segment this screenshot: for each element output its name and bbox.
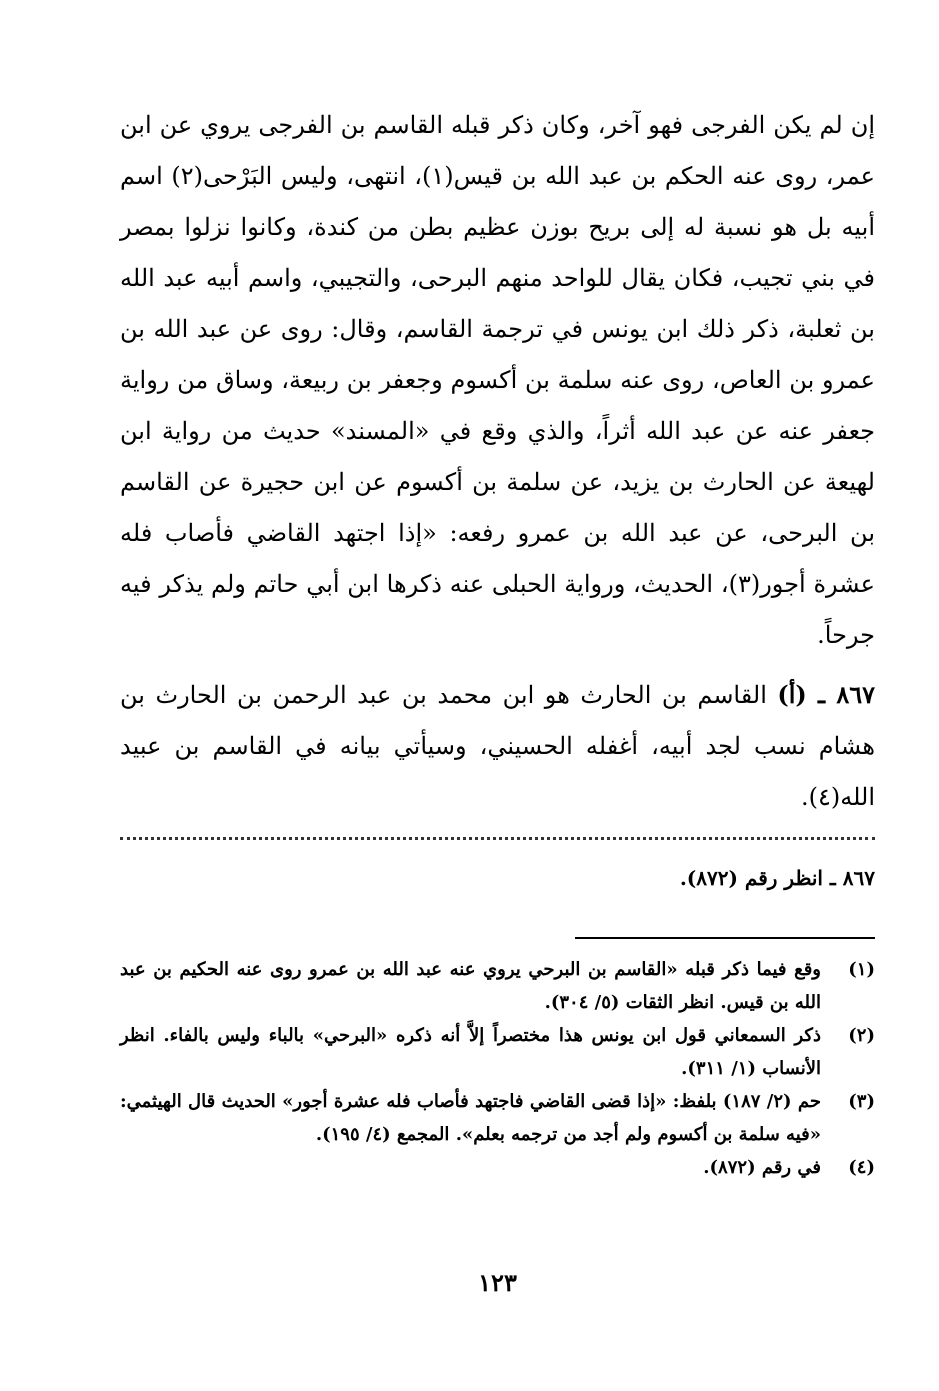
footnote-3	[120, 1085, 875, 1151]
footnote-separator	[575, 937, 875, 939]
entry-text: القاسم بن الحارث هو ابن محمد بن عبد الرحمن بن الحارث بن هشام نسب لجد أبيه، أغفله الحسيني، وسيأتي بيانه في القاسم بن عبيد الله(٤).	[120, 681, 875, 811]
footnote-text: ذكر السمعاني قول ابن يونس هذا مختصراً إلاَّ أنه ذكره «البرحي» بالباء وليس بالفاء. انظر الأنساب (١/ ٣١١).	[120, 1025, 821, 1079]
footnote-number: (٤)	[848, 1157, 875, 1178]
footnote-number: (٣)	[848, 1091, 875, 1112]
main-text	[120, 100, 875, 823]
footnote-1	[120, 953, 875, 1019]
paragraph-1: إن لم يكن الفرجى فهو آخر، وكان ذكر قبله القاسم بن الفرجى يروي عن ابن عمر، روى عنه الحكم بن عبد الله بن قيس(١)، انتهى، وليس البَرْحى(٢) اسم أبيه بل هو نسبة له إلى بريح بوزن عظيم بطن من كندة، وكانوا نزلوا بمصر في بني تجيب، فكان يقال للواحد منهم البرحى، والتجيبي، واسم أبيه عبد الله بن ثعلبة، ذكر ذلك ابن يونس في ترجمة القاسم، وقال: روى عن عبد الله بن عمرو بن العاص، روى عنه سلمة بن أكسوم وجعفر بن ربيعة، وساق من رواية جعفر عنه عن عبد الله أثراً، والذي وقع في «المسند» حديث من رواية ابن لهيعة عن الحارث بن يزيد، عن سلمة بن أكسوم عن ابن حجيرة عن القاسم بن البرحى، عن عبد الله بن عمرو رفعه: «إذا اجتهد القاضي فأصاب فله عشرة أجور(٣)، الحديث، ورواية الحبلى عنه ذكرها ابن أبي حاتم ولم يذكر فيه جرحاً.	[120, 111, 875, 649]
footnote-text: وقع فيما ذكر قبله «القاسم بن البرحي يروي عنه عبد الله بن عمرو روى عنه الحكيم بن عبد الله بن قيس. انظر الثقات (٥/ ٣٠٤).	[120, 959, 821, 1013]
footnote-2	[120, 1019, 875, 1085]
entry-paragraph	[120, 669, 875, 823]
page-number: ١٢٣	[478, 1268, 517, 1297]
footnote-number: (٢)	[848, 1025, 875, 1046]
book-page	[120, 100, 875, 1320]
reference-line: ٨٦٧ ـ انظر رقم (٨٧٢).	[679, 866, 875, 890]
footnote-4	[120, 1151, 875, 1184]
footnote-text: حم (٢/ ١٨٧) بلفظ: «إذا قضى القاضي فاجتهد فأصاب فله عشرة أجور» الحديث قال الهيثمي: «فيه سلمة بن أكسوم ولم أجد من ترجمه بعلم». المجمع (٤/ ١٩٥).	[120, 1091, 822, 1145]
entry-number: ٨٦٧ ـ (أ)	[777, 680, 875, 709]
footnotes	[120, 953, 875, 1184]
footnote-number: (١)	[848, 959, 875, 980]
dotted-separator	[120, 837, 875, 848]
footnote-text: في رقم (٨٧٢).	[703, 1157, 821, 1178]
